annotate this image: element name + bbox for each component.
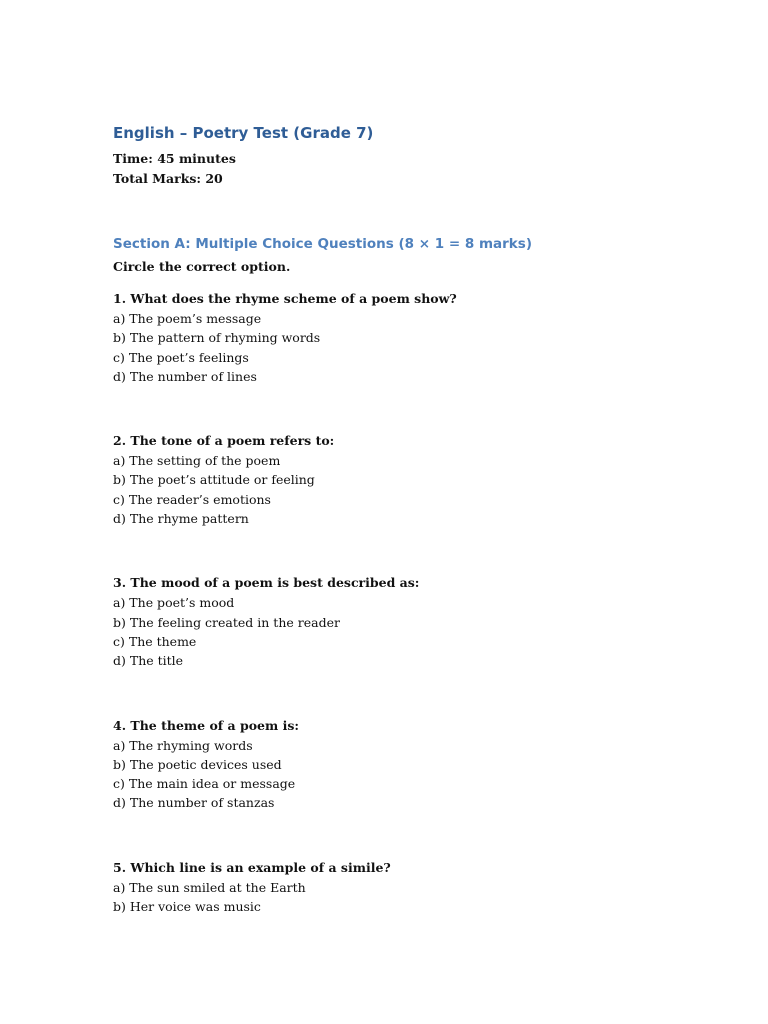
- total-marks: Total Marks: 20: [113, 171, 223, 186]
- section-a-instruction: Circle the correct option.: [113, 259, 291, 274]
- option-b: b) The poet’s attitude or feeling: [113, 472, 315, 488]
- option-a: a) The rhyming words: [113, 737, 253, 753]
- option-d: d) The number of stanzas: [113, 795, 275, 811]
- option-a: a) The poem’s message: [113, 311, 262, 326]
- option-a: a) The sun smiled at the Earth: [113, 879, 306, 895]
- option-b: b) Her voice was music: [113, 899, 261, 915]
- option-c: c) The main idea or message: [113, 776, 296, 792]
- question-2: [113, 431, 713, 528]
- question-3: [113, 573, 713, 670]
- question-4: [113, 716, 713, 813]
- question-text: 3. The mood of a poem is best described as:: [113, 575, 420, 591]
- question-text: 1. What does the rhyme scheme of a poem show?: [113, 291, 457, 306]
- option-d: d) The title: [113, 653, 184, 669]
- time-allowed: Time: 45 minutes: [113, 151, 236, 166]
- document-page: [113, 123, 713, 916]
- question-list: [113, 289, 713, 916]
- question-text: 4. The theme of a poem is:: [113, 717, 299, 733]
- option-c: c) The reader’s emotions: [113, 491, 271, 507]
- document-title: English – Poetry Test (Grade 7): [113, 124, 374, 142]
- question-text: 2. The tone of a poem refers to:: [113, 433, 335, 449]
- option-c: c) The poet’s feelings: [113, 349, 249, 365]
- option-c: c) The theme: [113, 633, 197, 649]
- option-b: b) The feeling created in the reader: [113, 614, 340, 630]
- section-a-heading: Section A: Multiple Choice Questions (8 × 1 = 8 marks): [113, 236, 532, 252]
- question-text: 5. Which line is an example of a simile?: [113, 859, 391, 875]
- option-b: b) The poetic devices used: [113, 756, 282, 772]
- question-5: [113, 858, 713, 917]
- option-a: a) The poet’s mood: [113, 595, 235, 611]
- option-a: a) The setting of the poem: [113, 453, 281, 469]
- option-d: d) The rhyme pattern: [113, 511, 249, 527]
- option-d: d) The number of lines: [113, 368, 257, 384]
- question-1: [113, 289, 713, 386]
- option-b: b) The pattern of rhyming words: [113, 330, 321, 346]
